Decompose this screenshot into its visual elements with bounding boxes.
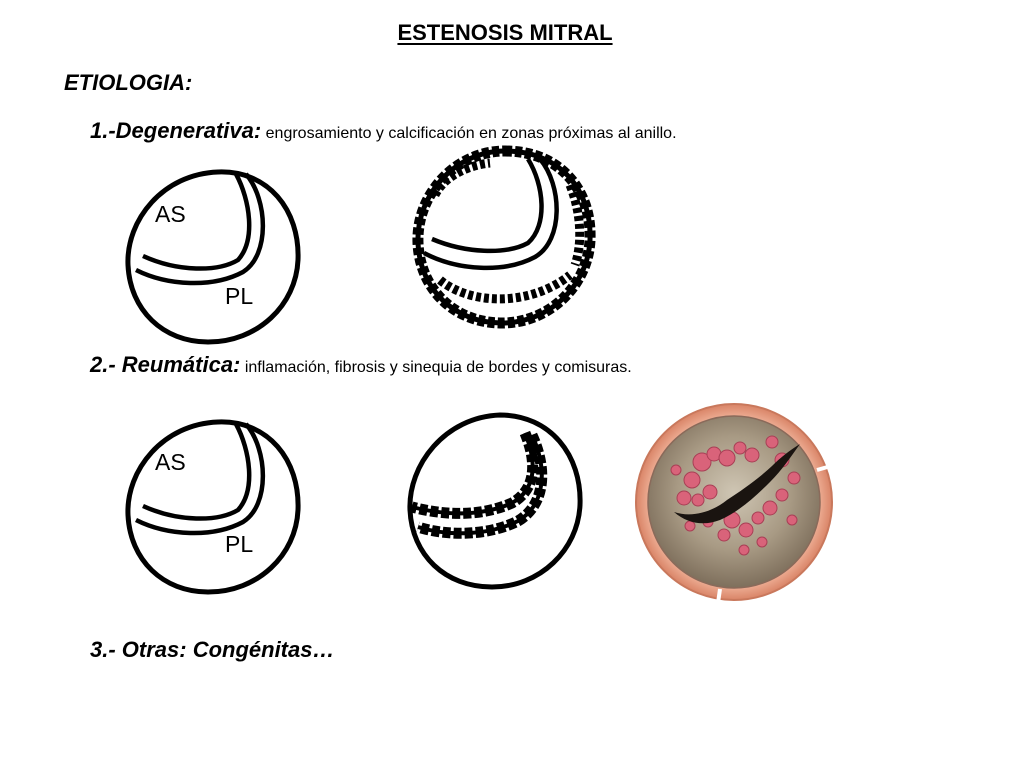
cause-other-label: 3.- Otras: Congénitas…	[90, 637, 335, 662]
cause-other	[90, 637, 334, 663]
valve-degenerative-calcified	[410, 145, 600, 330]
valve-schematic-labeled-2	[118, 410, 308, 600]
label-anterior: AS	[155, 449, 186, 475]
slide-title: ESTENOSIS MITRAL	[397, 20, 613, 45]
calcification-band-bottom	[440, 275, 570, 299]
valve-rheumatic-illustration	[632, 400, 837, 605]
valve-schematic-labeled-1	[118, 160, 308, 350]
cause-rheumatic-description: inflamación, fibrosis y sinequia de bordes y comisuras.	[244, 359, 632, 376]
label-anterior: AS	[155, 201, 186, 227]
label-posterior: PL	[225, 531, 254, 557]
cause-rheumatic	[90, 352, 632, 378]
valve-annulus-outline	[128, 422, 298, 592]
cause-degenerative	[90, 118, 677, 144]
cause-rheumatic-label: 2.- Reumática:	[90, 352, 241, 377]
label-posterior: PL	[225, 283, 254, 309]
cause-degenerative-label: 1.-Degenerativa:	[90, 118, 262, 143]
valve-rheumatic-thickened	[400, 405, 590, 595]
valve-annulus-outline	[128, 172, 298, 342]
valve-annulus-outline	[410, 415, 580, 587]
cause-degenerative-description: engrosamiento y calcificación en zonas próximas al anillo.	[265, 125, 677, 142]
etiology-heading: ETIOLOGIA:	[64, 70, 193, 95]
